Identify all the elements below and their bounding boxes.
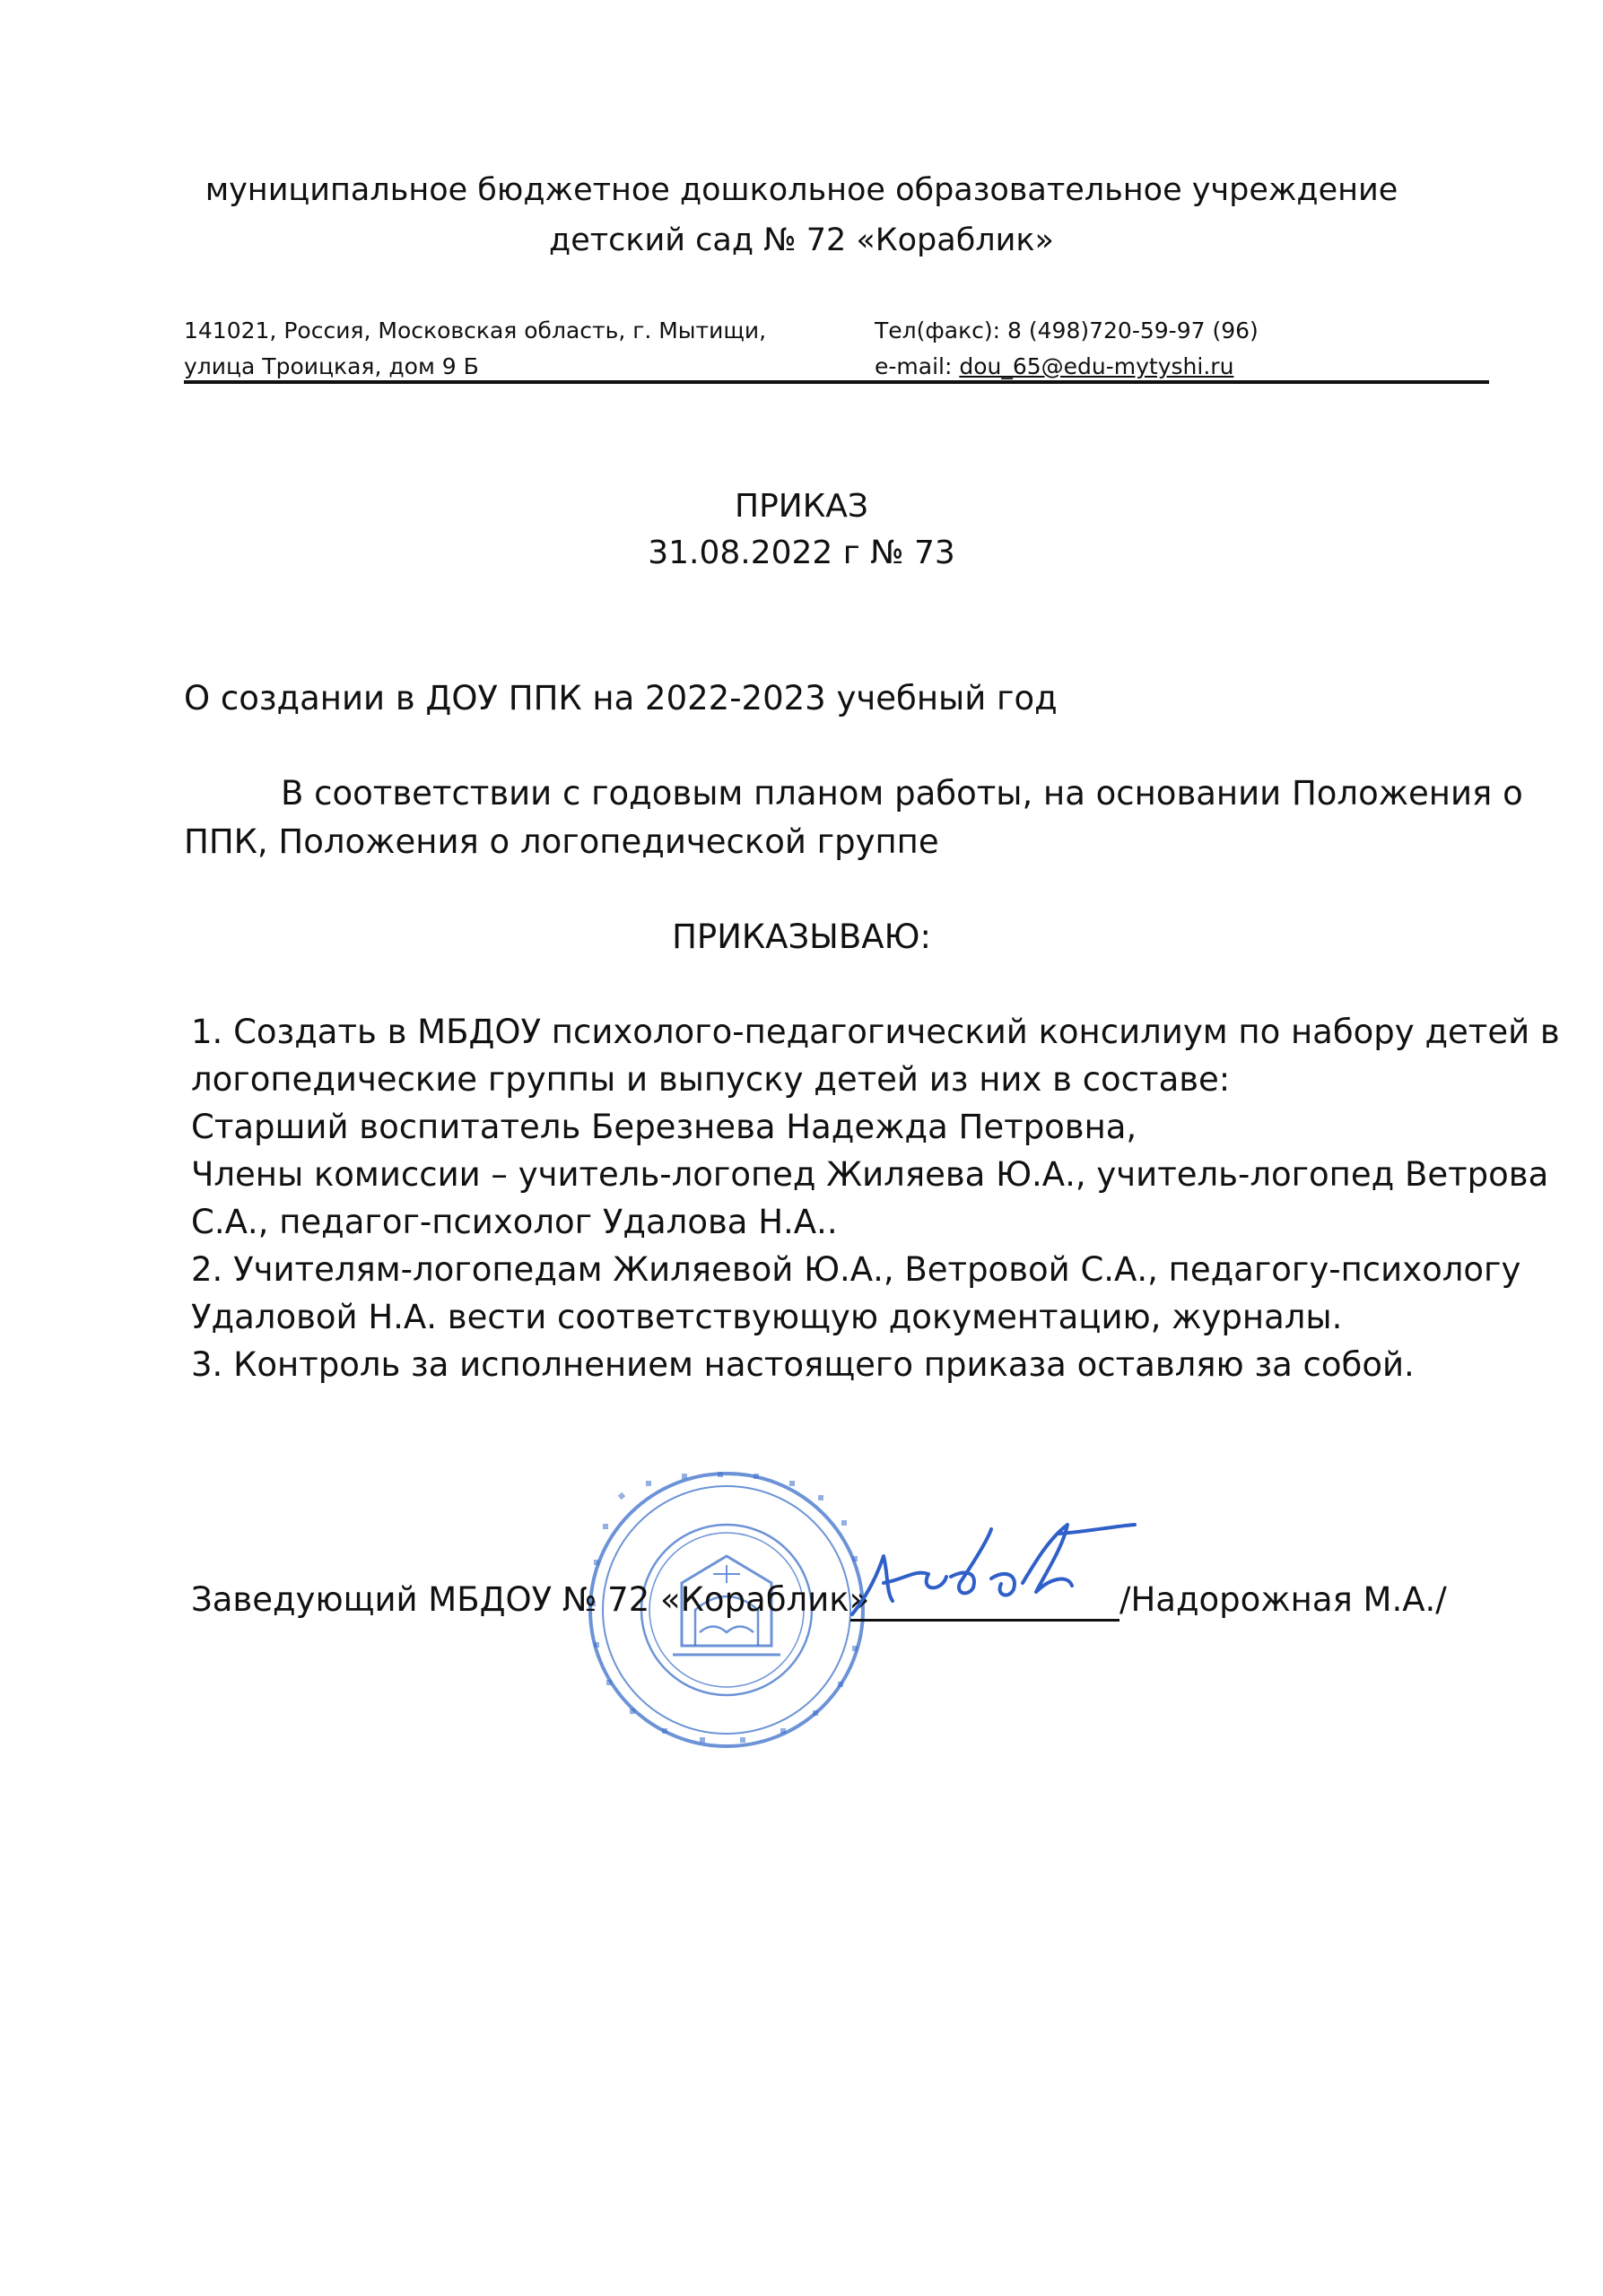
order-title: ПРИКАЗ — [735, 488, 868, 525]
org-name-line2: детский сад № 72 «Кораблик» — [549, 222, 1054, 258]
preamble-line2: ППК, Положения о логопедической группе — [184, 822, 939, 861]
email-link[interactable]: dou_65@edu-mytyshi.ru — [959, 353, 1234, 379]
email-row — [875, 350, 1233, 384]
handwritten-signature — [843, 1507, 1139, 1623]
item-line: 1. Создать в МБДОУ психолого-педагогический консилиум по набору детей в — [191, 1013, 1560, 1051]
org-name-line1: муниципальное бюджетное дошкольное образовательное учреждение — [205, 172, 1398, 208]
item-line: Старший воспитатель Березнева Надежда Петровна, — [191, 1108, 1137, 1146]
signature-position: Заведующий МБДОУ № 72 «Кораблик» — [191, 1580, 870, 1619]
item-line: логопедические группы и выпуску детей из них в составе: — [191, 1060, 1231, 1099]
order-word: ПРИКАЗЫВАЮ: — [672, 918, 931, 956]
header-divider — [184, 380, 1489, 384]
preamble-line1: В соответствии с годовым планом работы, на основании Положения о — [281, 774, 1523, 813]
signature-name: /Надорожная М.А./ — [1119, 1580, 1447, 1619]
item-line: Удаловой Н.А. вести соответствующую документацию, журналы. — [191, 1298, 1343, 1336]
order-subject: О создании в ДОУ ППК на 2022-2023 учебный год — [184, 679, 1058, 718]
email-label: e-mail: — [875, 353, 960, 379]
address-line1: 141021, Россия, Московская область, г. Мытищи, — [184, 317, 767, 344]
order-date-number: 31.08.2022 г № 73 — [648, 535, 955, 571]
phone: Тел(факс): 8 (498)720-59-97 (96) — [875, 317, 1259, 344]
address-line2: улица Троицкая, дом 9 Б — [184, 353, 479, 379]
item-line: 2. Учителям-логопедам Жиляевой Ю.А., Ветровой С.А., педагогу-психологу — [191, 1250, 1521, 1289]
item-line: Члены комиссии – учитель-логопед Жиляева Ю.А., учитель-логопед Ветрова — [191, 1155, 1549, 1194]
item-line: 3. Контроль за исполнением настоящего приказа оставляю за собой. — [191, 1345, 1415, 1384]
item-line: С.А., педагог-психолог Удалова Н.А.. — [191, 1203, 838, 1241]
